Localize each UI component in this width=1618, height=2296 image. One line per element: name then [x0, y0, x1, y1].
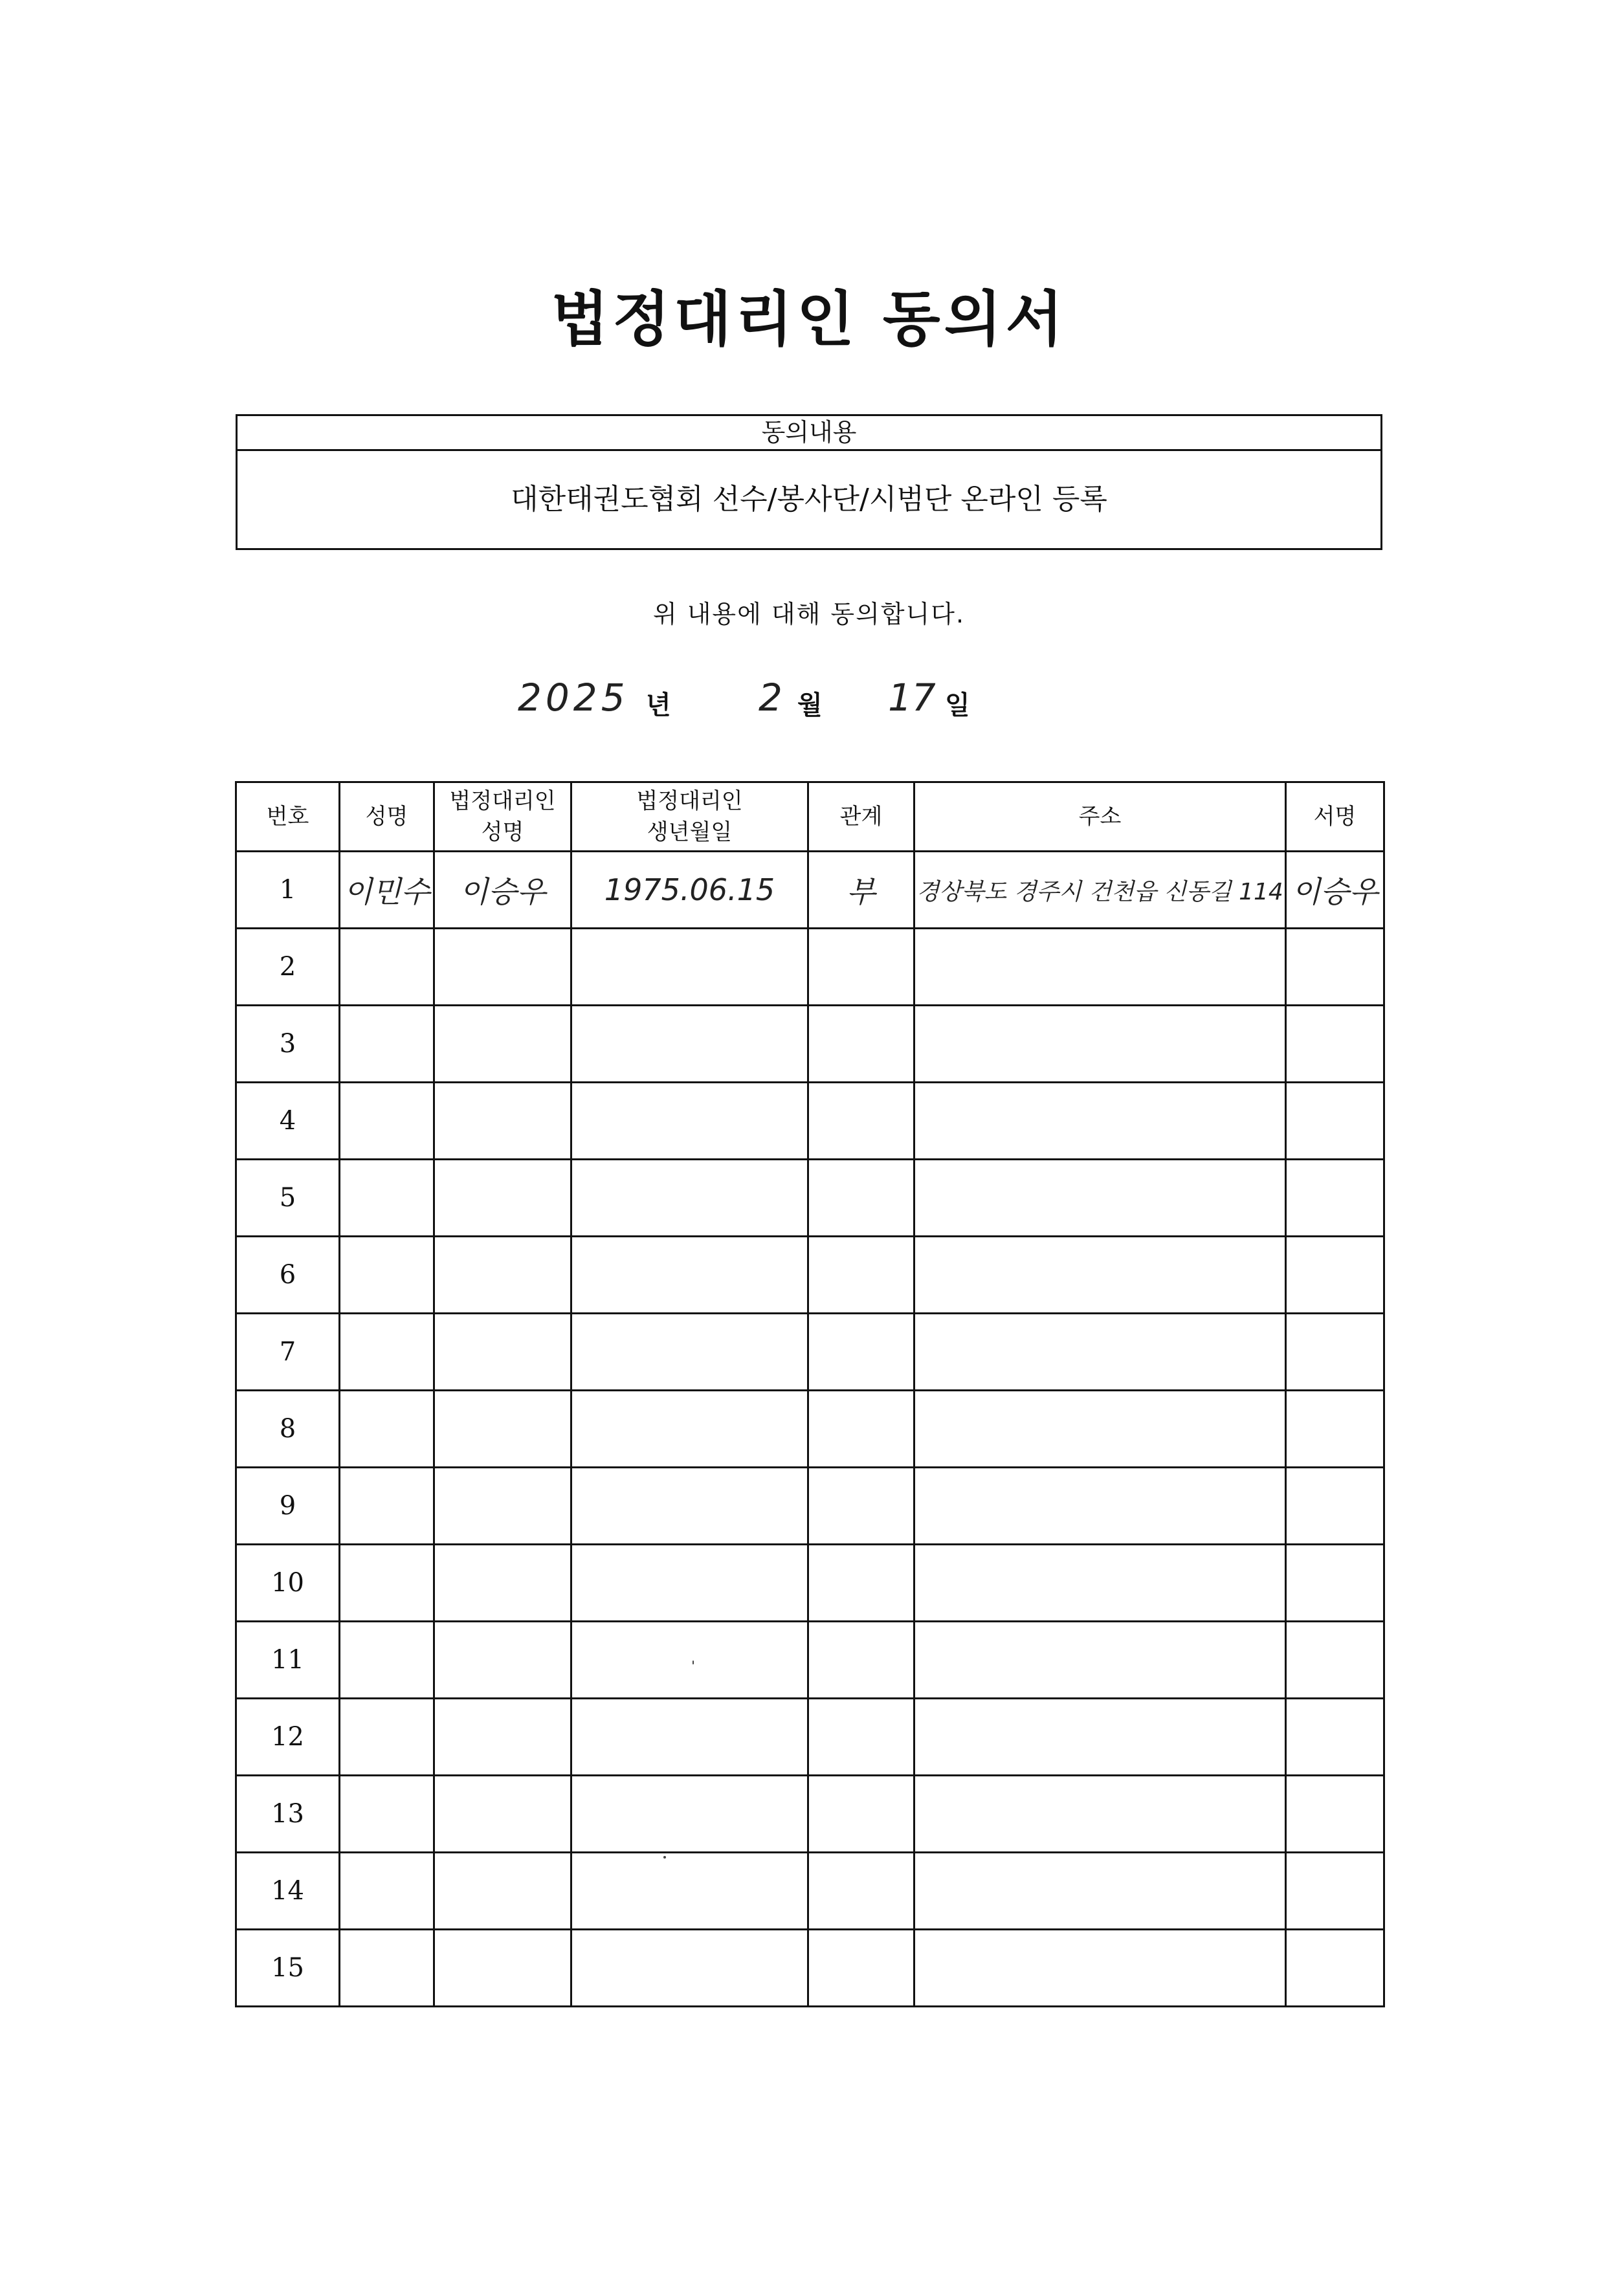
cell-address — [914, 1468, 1286, 1545]
header-number: 번호 — [236, 782, 340, 852]
cell-number: 3 — [236, 1006, 340, 1083]
cell-relation — [808, 1699, 914, 1776]
consent-content: 대한태권도협회 선수/봉사단/시범단 온라인 등록 — [511, 483, 1107, 516]
cell-guardian-birthdate — [571, 929, 808, 1006]
cell-relation — [808, 1545, 914, 1622]
cell-number: 9 — [236, 1468, 340, 1545]
cell-guardian-name — [434, 1006, 571, 1083]
cell-guardian-birthdate — [571, 1237, 808, 1314]
cell-guardian-birthdate — [571, 1776, 808, 1853]
cell-address — [914, 1160, 1286, 1237]
cell-signature — [1286, 1237, 1384, 1314]
cell-number: 13 — [236, 1776, 340, 1853]
cell-guardian-name — [434, 1237, 571, 1314]
cell-signature — [1286, 1006, 1384, 1083]
table-row — [236, 1314, 1384, 1391]
cell-guardian-birthdate — [571, 1622, 808, 1699]
cell-signature — [1286, 1930, 1384, 2007]
cell-address: 경상북도 경주시 건천읍 신동길 114 — [914, 852, 1286, 929]
table-row — [236, 929, 1384, 1006]
table-row — [236, 1160, 1384, 1237]
cell-signature — [1286, 1468, 1384, 1545]
cell-name — [340, 1391, 434, 1468]
cell-signature — [1286, 1776, 1384, 1853]
table-row — [236, 1853, 1384, 1930]
cell-guardian-birthdate — [571, 1545, 808, 1622]
cell-guardian-name — [434, 1622, 571, 1699]
cell-guardian-birthdate — [571, 1314, 808, 1391]
cell-name — [340, 1622, 434, 1699]
cell-relation — [808, 1930, 914, 2007]
table-row — [236, 1237, 1384, 1314]
cell-signature — [1286, 1622, 1384, 1699]
cell-relation — [808, 1468, 914, 1545]
cell-relation — [808, 929, 914, 1006]
cell-name — [340, 1160, 434, 1237]
cell-signature — [1286, 1853, 1384, 1930]
cell-address — [914, 1622, 1286, 1699]
header-signature: 서명 — [1286, 782, 1384, 852]
cell-signature — [1286, 1391, 1384, 1468]
cell-number: 6 — [236, 1237, 340, 1314]
table-row — [236, 1006, 1384, 1083]
table-row — [236, 1545, 1384, 1622]
cell-signature — [1286, 1160, 1384, 1237]
header-guardian-name-line2: 성명 — [481, 819, 524, 845]
date-year: 2025 — [518, 676, 629, 720]
table-row — [236, 1930, 1384, 2007]
table-row — [236, 1468, 1384, 1545]
cell-guardian-name — [434, 1699, 571, 1776]
cell-relation — [808, 1622, 914, 1699]
cell-guardian-birthdate — [571, 1699, 808, 1776]
cell-address — [914, 1237, 1286, 1314]
cell-address — [914, 1930, 1286, 2007]
cell-guardian-birthdate — [571, 1853, 808, 1930]
scan-speck — [693, 1661, 694, 1664]
header-guardian-name-line1: 법정대리인 — [449, 788, 556, 814]
cell-guardian-name — [434, 1853, 571, 1930]
date-month-unit: 월 — [797, 690, 823, 720]
cell-number: 5 — [236, 1160, 340, 1237]
signing-date — [0, 673, 1618, 731]
cell-name — [340, 929, 434, 1006]
cell-relation — [808, 1006, 914, 1083]
cell-address — [914, 1545, 1286, 1622]
cell-name — [340, 1006, 434, 1083]
cell-name — [340, 1699, 434, 1776]
cell-guardian-birthdate — [571, 1391, 808, 1468]
cell-signature — [1286, 1083, 1384, 1160]
cell-guardian-name — [434, 1545, 571, 1622]
scan-speck — [663, 1856, 666, 1859]
cell-address — [914, 1314, 1286, 1391]
cell-guardian-name — [434, 1314, 571, 1391]
cell-number: 10 — [236, 1545, 340, 1622]
cell-signature — [1286, 1545, 1384, 1622]
cell-name: 이민수 — [340, 852, 434, 929]
consent-header: 동의내용 — [238, 416, 1380, 451]
header-address: 주소 — [914, 782, 1286, 852]
table-header-row — [236, 782, 1384, 852]
cell-number: 11 — [236, 1622, 340, 1699]
document-title: 법정대리인 동의서 — [551, 284, 1067, 354]
header-guardian-name — [434, 782, 571, 852]
cell-guardian-name — [434, 1160, 571, 1237]
cell-name — [340, 1930, 434, 2007]
cell-number: 4 — [236, 1083, 340, 1160]
cell-guardian-name — [434, 929, 571, 1006]
cell-guardian-name — [434, 1930, 571, 2007]
registration-table — [235, 781, 1385, 2007]
cell-guardian-name: 이승우 — [434, 852, 571, 929]
agreement-statement: 위 내용에 대해 동의합니다. — [652, 600, 966, 628]
cell-address — [914, 1391, 1286, 1468]
cell-relation — [808, 1083, 914, 1160]
cell-guardian-birthdate — [571, 1083, 808, 1160]
cell-name — [340, 1468, 434, 1545]
cell-address — [914, 1699, 1286, 1776]
date-year-unit: 년 — [646, 690, 671, 720]
cell-relation — [808, 1160, 914, 1237]
cell-name — [340, 1545, 434, 1622]
cell-guardian-birthdate: 1975.06.15 — [571, 852, 808, 929]
header-guardian-birth-line2: 생년월일 — [647, 819, 733, 845]
cell-number: 14 — [236, 1853, 340, 1930]
cell-guardian-name — [434, 1468, 571, 1545]
cell-relation — [808, 1237, 914, 1314]
cell-number: 8 — [236, 1391, 340, 1468]
cell-address — [914, 1006, 1286, 1083]
header-guardian-birthdate — [571, 782, 808, 852]
cell-number: 7 — [236, 1314, 340, 1391]
cell-signature — [1286, 929, 1384, 1006]
cell-number: 2 — [236, 929, 340, 1006]
table-row — [236, 1699, 1384, 1776]
consent-box — [236, 414, 1382, 550]
cell-number: 1 — [236, 852, 340, 929]
cell-number: 15 — [236, 1930, 340, 2007]
date-day-unit: 일 — [945, 690, 970, 720]
table-row — [236, 852, 1384, 929]
cell-relation — [808, 1853, 914, 1930]
header-guardian-birth-line1: 법정대리인 — [636, 788, 743, 814]
cell-guardian-name — [434, 1776, 571, 1853]
cell-guardian-birthdate — [571, 1468, 808, 1545]
cell-guardian-name — [434, 1391, 571, 1468]
cell-signature: 이승우 — [1286, 852, 1384, 929]
cell-guardian-birthdate — [571, 1006, 808, 1083]
cell-guardian-birthdate — [571, 1930, 808, 2007]
header-name: 성명 — [340, 782, 434, 852]
cell-number: 12 — [236, 1699, 340, 1776]
date-day: 17 — [888, 676, 936, 720]
table-row — [236, 1776, 1384, 1853]
cell-address — [914, 1083, 1286, 1160]
cell-relation — [808, 1391, 914, 1468]
table-row — [236, 1391, 1384, 1468]
cell-relation: 부 — [808, 852, 914, 929]
cell-signature — [1286, 1699, 1384, 1776]
header-relation: 관계 — [808, 782, 914, 852]
cell-address — [914, 1776, 1286, 1853]
cell-guardian-birthdate — [571, 1160, 808, 1237]
table-row — [236, 1622, 1384, 1699]
cell-name — [340, 1237, 434, 1314]
cell-address — [914, 1853, 1286, 1930]
cell-guardian-name — [434, 1083, 571, 1160]
table-row — [236, 1083, 1384, 1160]
cell-name — [340, 1853, 434, 1930]
cell-relation — [808, 1776, 914, 1853]
cell-name — [340, 1083, 434, 1160]
cell-address — [914, 929, 1286, 1006]
date-month: 2 — [759, 676, 782, 720]
cell-name — [340, 1314, 434, 1391]
cell-relation — [808, 1314, 914, 1391]
cell-signature — [1286, 1314, 1384, 1391]
cell-name — [340, 1776, 434, 1853]
